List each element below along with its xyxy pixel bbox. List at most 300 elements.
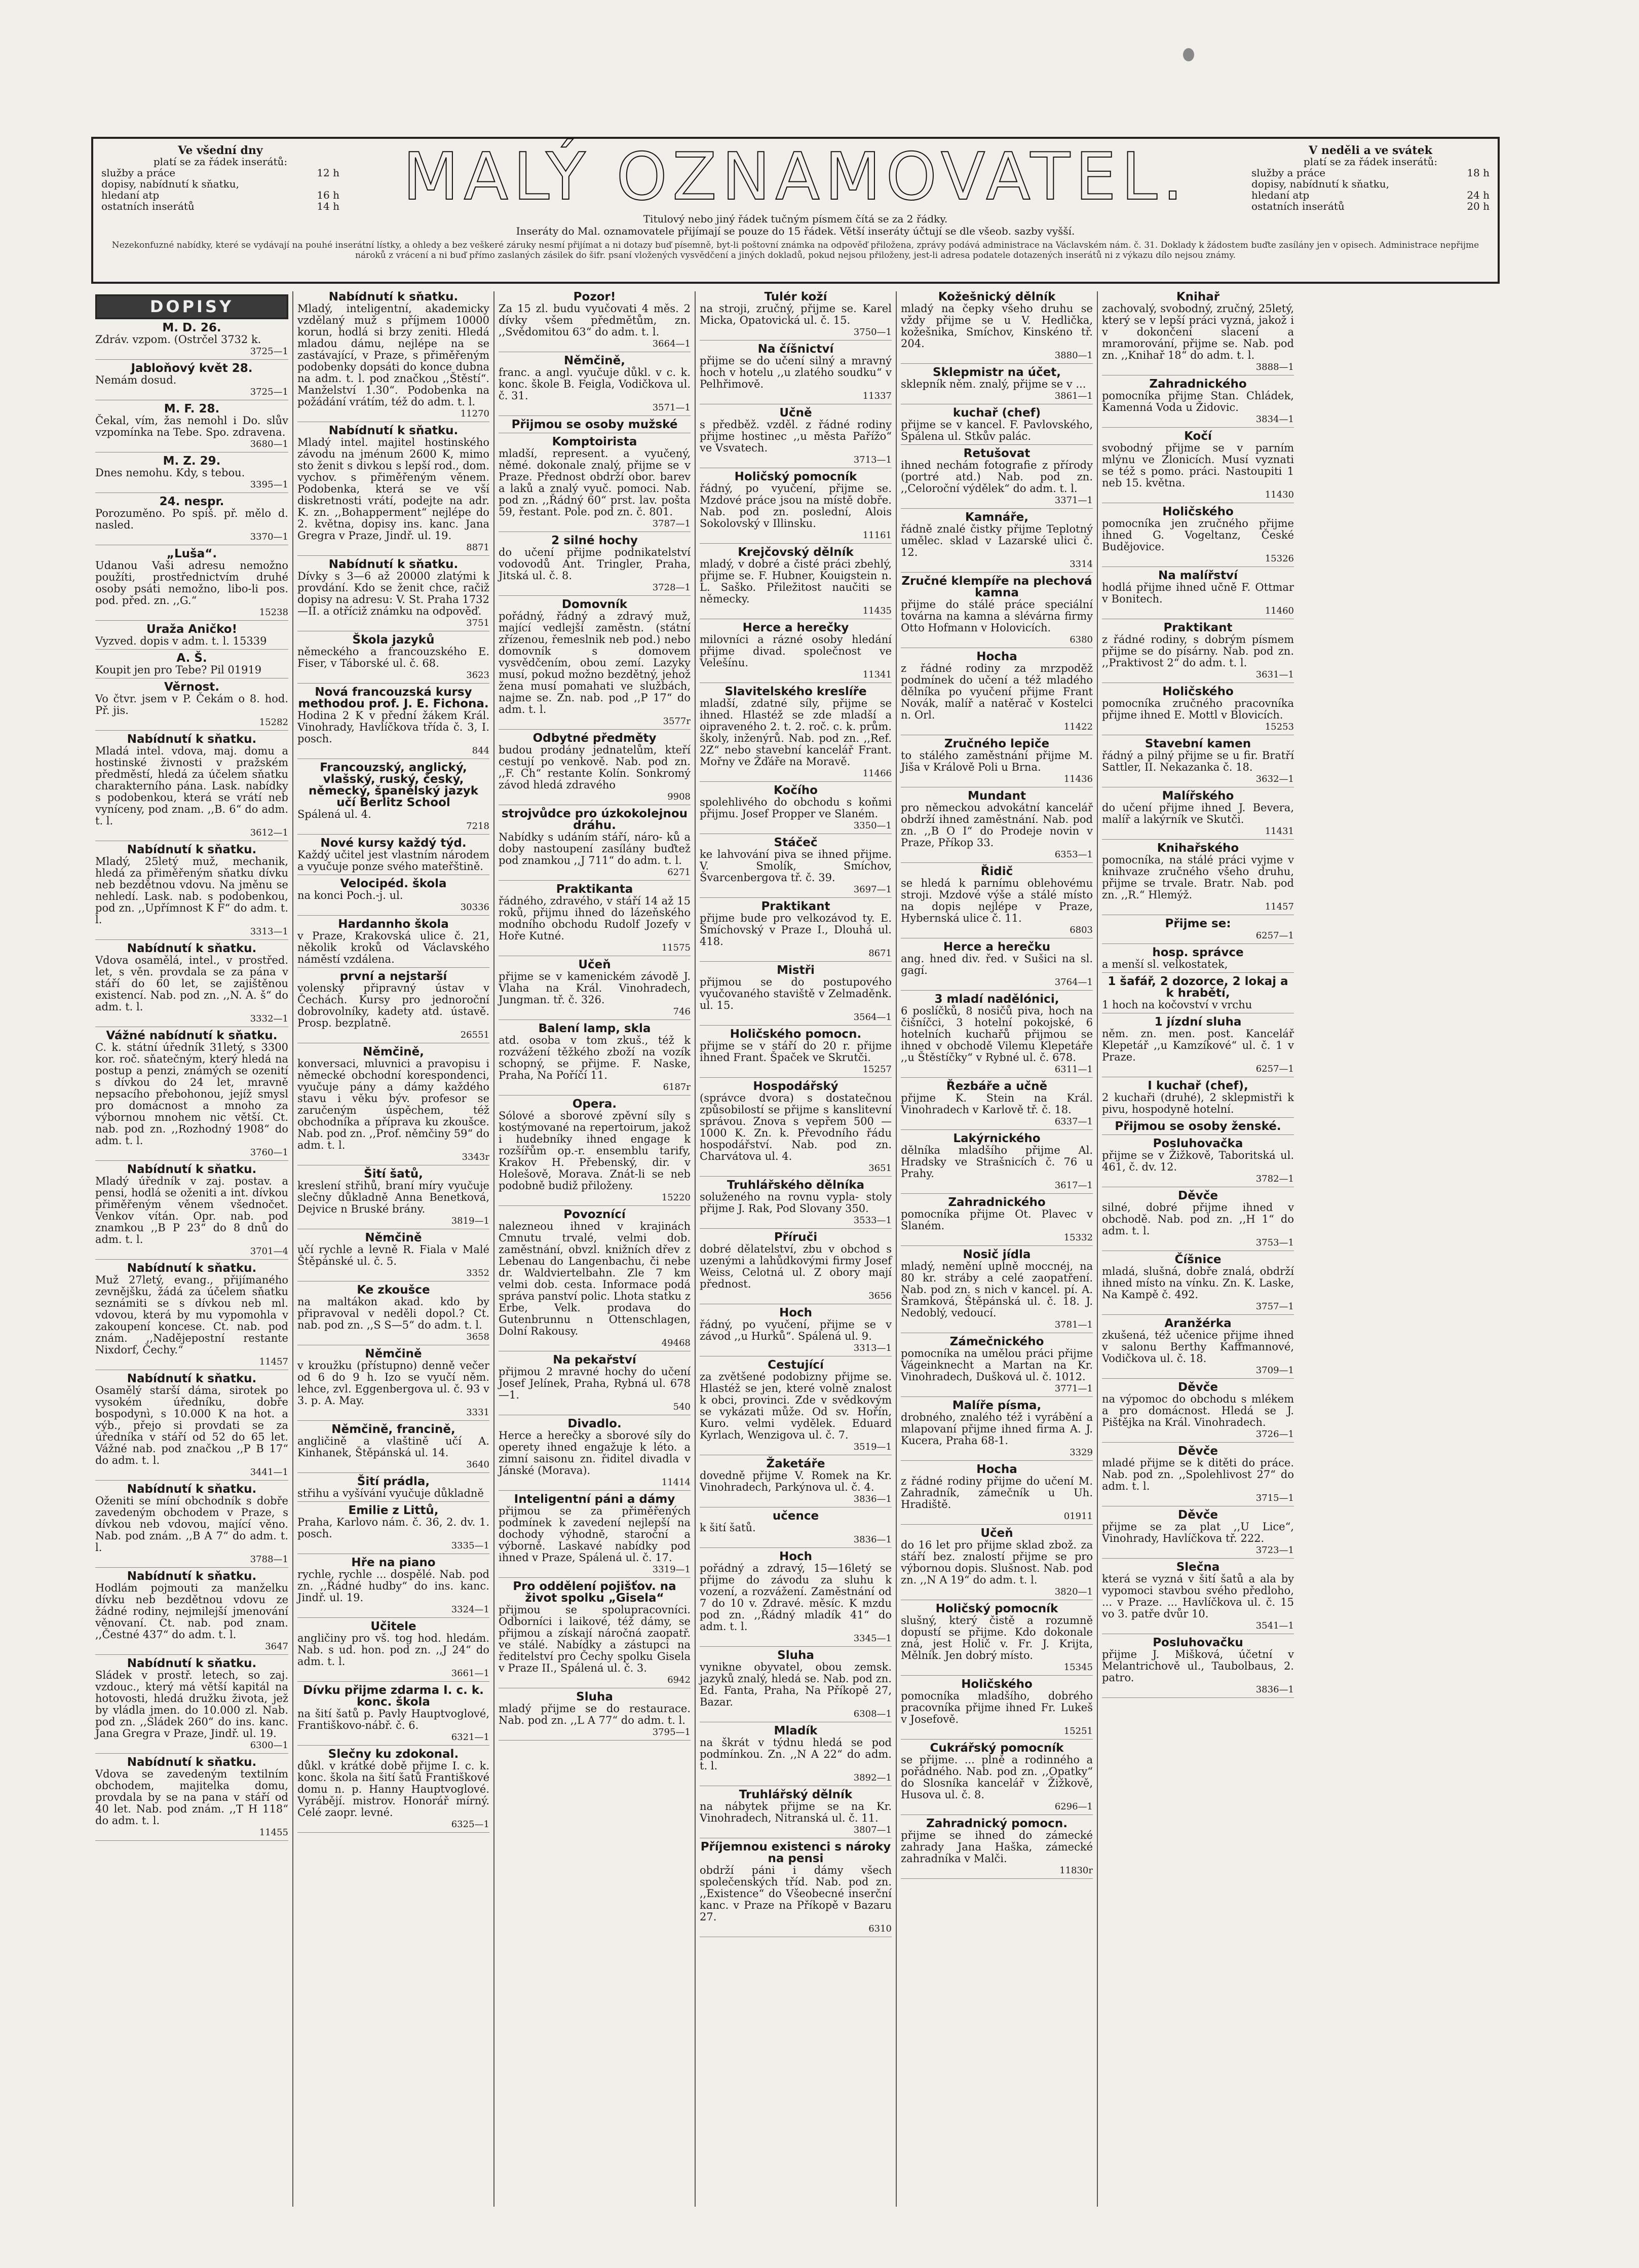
ad-heading: Hocha: [976, 1463, 1017, 1476]
ad-code: 3836—1: [1255, 1684, 1294, 1695]
ad-code: 3795—1: [652, 1727, 691, 1737]
ad-heading: 1 jízdní sluha: [1154, 1015, 1242, 1029]
ad-heading: Nová francouzská kursy methodou prof. J. E. Fichona.: [298, 686, 489, 710]
ad-heading: Holičského: [1162, 505, 1234, 518]
ad-text: silné, dobré přijme ihned v obchodě. Nab. pod zn. ,,H 1“ do adm. t. l.: [1102, 1201, 1294, 1237]
classified-ad: [297, 1424, 489, 1473]
ad-code: 3661—1: [451, 1668, 489, 1679]
ad-text: přijmou se za přiměřených podmínek k zavedení nejlepší na dochody výhodně, staroční a výborně. Laskavé nabídky pod ihned v Praze, Spálená ul. č. 17.: [499, 1505, 691, 1564]
ad-code: 746: [673, 1006, 691, 1017]
ad-code: 6803: [1070, 925, 1093, 935]
ad-text: pomocníka jen zručného přijme ihned G. Vogeltanz, České Budějovice.: [1102, 517, 1294, 553]
classified-ad: [700, 1458, 892, 1507]
masthead: [91, 137, 1500, 284]
ad-heading: Dívku přijme zdarma I. c. k. konc. škola: [303, 1684, 484, 1709]
ad-code: 3647: [265, 1641, 288, 1652]
classified-ad: [901, 738, 1093, 787]
ad-text: s předběž. vzděl. z řádné rodiny přijme hostinec ,,u města Pařížo“ ve Vsvatech.: [700, 419, 892, 454]
ad-text: mladý přijme se do restaurace. Nab. pod zn. ,,L A 77“ do adm. t. l.: [499, 1703, 691, 1726]
ad-text: Mladý úředník v zaj. postav. a pensi, hodlá se oženiti a int. dívkou přiměřeným věnem všednočet. Venkov vítán. Opr. nab. pod znamkou ,,B P 23“ do 8 dnů do adm. t. l.: [95, 1175, 288, 1245]
ad-text: přijme se v Žižkově, Taboritská ul. 461, č. dv. 12.: [1102, 1149, 1294, 1173]
classified-ad: [297, 971, 489, 1043]
ad-heading: 3 mladí nadělónici,: [934, 993, 1059, 1006]
ad-text: Mladý, inteligentní, akademicky vzdělaný muž s příjmem 10000 korun, hodlá si brzy zeniti. Hledá mladou dámu, nejlépe na se zastávající, v Praze, s přiměřeným podobenky dopsáti do konce dubna na adm. t. l. pod značkou ,,Štěstí“. Manželství 1.30“. Podobenka na požádání vrátím, též do adm. t. l.: [297, 303, 489, 408]
ad-heading: Učitele: [370, 1620, 416, 1633]
classified-ad: [700, 407, 892, 468]
ad-heading: Komptoirista: [552, 435, 637, 448]
ad-text: Sládek v prostř. letech, so zaj. vzdouc., který má větší kapitál na hotovosti, hledá družku života, jež by vládla jmen. do 10.000 zl. Nab. pod zn. ,,Sládek 260“ do ins. kanc. Jana Gregra v Praze, Jindř. ul. 19.: [95, 1669, 288, 1740]
ad-text: 2 kuchaři (druhé), 2 sklepmistři k pivu, hospodyně hotelní.: [1102, 1091, 1294, 1115]
ad-code: 49468: [661, 1338, 691, 1348]
ad-heading: Mistři: [777, 964, 815, 977]
ad-text: (správce dvora) s dostatečnou způsobilostí se přijme s kanslitevní správou. Znova s vepřem 500 — 1000 K. Zn. k. Převodního řádu hospodářství. Nab. pod zn. Charvátova ul. 4.: [700, 1092, 892, 1162]
ad-heading: Holičský pomocník: [935, 1602, 1058, 1615]
ad-text: něm. zn. men. post. Kancelář Klepetář ,,u Kamzíkové“ ul. č. 1 v Praze.: [1102, 1028, 1294, 1063]
ad-text: Oženiti se míní obchodník s dobře zavedeným obchodem v Praze, s dívkou neb vdovou, mající věno. Nab. pod znám. ,,B A 7“ do adm. t. l.: [95, 1495, 288, 1554]
ad-heading: Ke zkoušce: [357, 1283, 430, 1297]
ad-code: 3656: [868, 1291, 892, 1301]
classified-ad: [700, 471, 892, 544]
ad-text: vynikne obyvatel, obou zemsk. jazyků znalý, hledá se. Nab. pod zn. Ed. Fanta, Praha, Na Příkopě 27, Bazar.: [700, 1661, 892, 1708]
ad-heading: Nabídnutí k sňatku.: [127, 1163, 257, 1176]
classified-ad: [700, 1359, 892, 1455]
ad-heading: Děvče: [1178, 1381, 1218, 1394]
classified-ad: [700, 1510, 892, 1548]
ad-text: soluženého na rovnu vypla- stoly přijme J. Rak, Pod Slovany 350.: [700, 1191, 892, 1215]
classified-ad: [499, 884, 691, 956]
ad-text: přijme se do učení silný a mravný hoch v hotelu ,,u zlatého soudku“ v Pelhřimově.: [700, 355, 892, 390]
classified-ad: [700, 686, 892, 782]
weekday-rates-subtitle: platí se za řádek inserátů:: [153, 156, 288, 168]
ad-heading: Nosič jídla: [963, 1248, 1031, 1261]
ad-text: pomocníka mladšího, dobrého pracovníka přijme ihned Fr. Lukeš v Josefově.: [901, 1690, 1093, 1725]
ad-text: do učení přijme podnikatelství vodovodů Ant. Tringler, Praha, Jitská ul. č. 8.: [499, 546, 691, 582]
rate-row: [101, 167, 339, 178]
ad-heading: 2 silné hochy: [551, 534, 638, 547]
ad-heading: hosp. správce: [1152, 946, 1244, 959]
ad-text: rychle, rychle ... dospělé. Nab. pod zn. ,,Řádné hudby“ do ins. kanc. Jindř. ul. 19.: [297, 1568, 489, 1604]
classified-ad: [297, 1168, 489, 1229]
classified-ad: [95, 1263, 288, 1370]
column-5: [896, 291, 1097, 2207]
ad-heading: Sluha: [576, 1690, 613, 1704]
ad-text: drobného, znalého též i vyrábění a mlapovaní přijme ihned firma A. J. Kucera, Praha 68-1.: [901, 1411, 1093, 1447]
classified-ad: [95, 456, 288, 493]
ad-heading: Kočí: [1184, 430, 1212, 443]
ad-heading: Zahradnického: [948, 1196, 1046, 1209]
ad-heading: Šití šatů,: [364, 1167, 423, 1181]
ad-code: 8671: [868, 948, 892, 959]
classified-ad: [499, 1023, 691, 1095]
classified-ad: [297, 762, 489, 835]
classified-ad: [700, 837, 892, 898]
ad-text: Mladý intel. majitel hostinského závodu na jménum 2600 K, mimo sto ženit s divkou s lepší rod., dom. vychov. s přiměřeným věnem. Podobenka, která se ve vší diskretnosti vrátí, podejte na adr. K. zn. ,,Bohapperment“ nejlépe do 2. května, dopisy ins. kanc. Jana Gregra v Praze, Jindř. ul. 19.: [297, 436, 489, 542]
newspaper-page: [76, 137, 1490, 2204]
rate-price: 16 h: [317, 189, 339, 201]
ad-heading: Nabídnutí k sňatku.: [328, 291, 459, 304]
ad-heading: Truhlářského dělníka: [727, 1179, 865, 1192]
ad-text: Porozuměno. Po spíš. př. mělo d. nasled.: [95, 507, 288, 531]
ad-text: řádný, po vyučení, přijme se. Mzdové práce jsou na místě dobře. Nab. pod zn. poslední, Alois Sokolovský v Illinsku.: [700, 482, 892, 530]
ad-code: 11460: [1265, 606, 1294, 616]
classified-ad: [901, 1679, 1093, 1740]
ad-text: mladý na čepky všeho druhu se vždy přijme se u V. Hedlička, kožešnika, Smíchov, Kinskéno tř. 204.: [901, 303, 1093, 350]
ad-code: 3658: [466, 1332, 489, 1342]
ad-heading: Zahradnického: [1149, 377, 1247, 391]
classified-ad: [1102, 379, 1294, 428]
ad-heading: Cukrářský pomocník: [930, 1742, 1064, 1755]
ad-text: do učení přijme ihned J. Bevera, malíř a lakýrník ve Skutči.: [1102, 802, 1294, 825]
classified-ad: [700, 344, 892, 404]
ad-heading: Posluhovačku: [1153, 1636, 1243, 1649]
rate-label: hledaní atp: [1251, 189, 1310, 201]
ad-text: mladá, slušná, dobře znalá, obdrží ihned místo na vínku. Zn. K. Laske, Na Kampě č. 492.: [1102, 1265, 1294, 1301]
ad-heading: Francouzský, anglický, vlašský, ruský, český, německý, španělský jazyk učí Berlitz School: [308, 761, 479, 809]
ad-heading: Zámečnického: [949, 1335, 1044, 1348]
ad-heading: Posluhovačka: [1153, 1137, 1243, 1150]
ad-code: 3713—1: [853, 455, 892, 465]
ad-code: 3395—1: [250, 479, 288, 490]
weekday-rates-box: [101, 145, 339, 231]
ad-text: Muž 27letý, evang., přijímaného zevnějšku, žádá za účelem sňatku seznámiti se s dívkou neb ml. vdovou, která by mu vypomohla v zakoupení koncese. Ct. nab. pod znám. ,,Nadějepostní restante Nixdorf, Čechy.“: [95, 1274, 288, 1356]
ad-heading: Žaketáře: [766, 1457, 825, 1470]
ad-heading: Na pekařství: [553, 1353, 636, 1367]
ad-heading: Jabloňový květ 28.: [131, 362, 253, 375]
ad-code: 11414: [661, 1477, 691, 1488]
ad-code: 15220: [661, 1192, 691, 1203]
ad-code: 3664—1: [652, 338, 691, 349]
classified-ad: [901, 1528, 1093, 1600]
classified-ad: [700, 1029, 892, 1078]
ad-code: 11455: [259, 1827, 288, 1838]
classified-ad: [297, 634, 489, 684]
classified-ad: [297, 1046, 489, 1165]
ad-code: 01911: [1063, 1511, 1093, 1522]
ad-text: dovedně přijme V. Romek na Kr. Vinohradech, Parkýnova ul. č. 4.: [700, 1469, 892, 1493]
ad-code: 3350—1: [853, 820, 892, 831]
rate-row: [1251, 201, 1490, 212]
ad-code: 11457: [1265, 901, 1294, 912]
ad-code: 15345: [1063, 1662, 1093, 1673]
ad-text: přijmou se spolupracovníci. Odborníci i laikové, též dámy, se přijmou a získají náročná zaopatř. ve stálé. Nabídky a zástupci na ředitelství pro Čechy spolku Gisela v Praze II., Spálená ul. č. 3.: [499, 1604, 691, 1674]
classified-ad: [700, 622, 892, 683]
ad-code: 3715—1: [1255, 1493, 1294, 1503]
holiday-rates-title: V neděli a ve svátek: [1309, 144, 1432, 157]
ad-heading: Nabídnutí k sňatku.: [127, 733, 257, 746]
ad-heading: Divadlo.: [567, 1417, 622, 1430]
classified-ad: [499, 733, 691, 805]
classified-ad: [297, 1621, 489, 1682]
rate-label: dopisy, nabídnutí k sňatku,: [1251, 178, 1389, 190]
ad-heading: Slečny ku zdokonal.: [328, 1748, 459, 1761]
ad-heading: Hře na piano: [351, 1556, 436, 1569]
ad-heading: Praktikant: [761, 900, 830, 913]
ad-code: 3441—1: [250, 1467, 288, 1478]
ad-heading: Inteligentní páni a dámy: [514, 1493, 675, 1506]
holiday-rates-subtitle: platí se za řádek inserátů:: [1303, 156, 1438, 168]
classified-ad: [700, 1307, 892, 1356]
ad-heading: Němčině,: [362, 1045, 425, 1059]
ad-text: pomocníka zručného pracovníka přijme ihned E. Mottl v Blovicích.: [1102, 697, 1294, 721]
ad-heading: strojvůdce pro úzkokolejnou dráhu.: [501, 807, 688, 832]
rate-price: 12 h: [317, 167, 339, 179]
ad-heading: Hoch: [779, 1550, 813, 1563]
ad-heading: Učeň: [980, 1527, 1013, 1540]
classified-ad: [901, 994, 1093, 1078]
ad-code: 30336: [460, 902, 489, 913]
rate-label: ostatních inserátů: [1251, 200, 1345, 212]
ad-heading: Malíře písma,: [952, 1399, 1042, 1412]
ad-text: na maltákon akad. kdo by připravoval v neděli dopol.? Ct. nab. pod zn. ,,S S—5“ do adm. t. l.: [297, 1296, 489, 1331]
classified-ad: [297, 1348, 489, 1421]
ad-heading: Hospodářský: [753, 1080, 838, 1093]
ad-code: 6271: [667, 867, 691, 878]
ad-heading: Tulér koží: [764, 291, 827, 304]
rate-label: hledaní atp: [101, 189, 160, 201]
classified-ad: [499, 1418, 691, 1491]
ad-text: mladý, v dobré a čisté práci zbehlý, přijme se. F. Hubner, Kouigstein n. L. Saško. Přiležitost naučiti se německy.: [700, 558, 892, 605]
ad-code: 3764—1: [1054, 977, 1093, 988]
ad-code: 3888—1: [1255, 362, 1294, 372]
ad-heading: Nabídnutí k sňatku.: [127, 1657, 257, 1670]
rate-row: [1251, 178, 1490, 190]
ad-text: mladý, nemění uplně moccnéj, na 80 kr. stráby a celé zaopatření. Nab. pod zn. s nich v kancel. pí. A. Šramková, Štěpánská ul. č. 18. J. Nedoblý, vedoucí.: [901, 1260, 1093, 1319]
page-title: MALÝ OZNAMOVATEL.: [403, 139, 1188, 215]
ad-code: 3332—1: [250, 1013, 288, 1024]
rate-row: [1251, 190, 1490, 201]
ad-code: 3701—4: [250, 1246, 288, 1257]
ad-heading: Odbytné předměty: [532, 732, 657, 745]
classified-ad: [700, 1725, 892, 1786]
ad-code: 6187r: [663, 1082, 691, 1092]
ad-text: pořádný a zdravý, 15—16letý se přijme do závodu za sluhu k vození, a rozvážení. Zaměstnání od 7 do 10 v. Zdravé. měsíc. K mzdu pod zn. ,,Řádný mladík 41“ do adm. t. l.: [700, 1562, 892, 1633]
ad-text: řádně znalé čistky přijme Teplotný umělec. sklad v Lazarské ulici č. 12.: [901, 523, 1093, 558]
ad-text: volenský připravný ústav v Čechách. Kursy pro jednoroční dobrovolníky, kadety atd. ústavě. Prosp. bezplatně.: [297, 982, 489, 1029]
ad-heading: Pozor!: [573, 291, 616, 304]
ad-text: zkušená, též učenice přijme ihned v salonu Berthy Kaffmannové, Vodičkova ul. č. 18.: [1102, 1329, 1294, 1365]
ad-heading: Věrnost.: [164, 681, 220, 694]
ad-heading: Emilie z Littů,: [348, 1504, 439, 1517]
ad-code: 9908: [667, 791, 691, 802]
ad-code: 3820—1: [1054, 1586, 1093, 1597]
ad-text: angličině a vlaštině učí A. Kinhanek, Štěpánská ul. 14.: [297, 1435, 489, 1459]
classified-ad: [297, 559, 489, 631]
classified-ad: [700, 1789, 892, 1838]
ad-heading: Holičského: [961, 1678, 1033, 1691]
ad-text: mladší, zdatné síly, přijme se ihned. Hlastéž se zde mladší a oipraveného 2. t. 2. roč. c. k. prům. školy, inženýrů. Nab. pod zn. ,,Ref. 2Z“ nebo stavební kancelář Frant. Mořny ve Žďáře na Moravě.: [700, 697, 892, 768]
ad-code: 3760—1: [250, 1147, 288, 1158]
ad-code: 3329: [1070, 1447, 1093, 1458]
classified-ad: [1102, 1562, 1294, 1634]
ad-code: 3697—1: [853, 884, 892, 895]
ad-code: 3314: [1070, 559, 1093, 570]
ad-heading: Přijmou se osoby ženské.: [1115, 1120, 1281, 1133]
ad-text: Nabídky s udáním stáří, náro- ků a doby nastoupení zasílány buďtež pod znamkou ,,J 711“ do adm. t. l.: [499, 831, 691, 866]
ad-text: kreslení střihů, braní míry vyučuje slečny důkladně Anna Benetková, Dejvice n Bruské brány.: [297, 1180, 489, 1215]
classified-ad: [1102, 1190, 1294, 1251]
ad-code: 3834—1: [1255, 414, 1294, 425]
ad-text: Vo čtvr. jsem v P. Čekám o 8. hod. Př. jis.: [95, 693, 288, 716]
ad-code: 3751: [466, 618, 489, 628]
classified-ad: [901, 512, 1093, 573]
classified-ad: [901, 866, 1093, 938]
classified-ad: [95, 624, 288, 650]
ad-text: franc. a angl. vyučuje důkl. v c. k. konc. škole B. Feigla, Vodičkova ul. č. 31.: [499, 366, 691, 402]
ad-text: dobré dělatelství, zbu v obchod s uzenými a lahůdkovými firmy Josef Weiss, Celotná ul. Z obory mají přednost.: [700, 1243, 892, 1290]
classified-ad: [499, 1581, 691, 1688]
ad-code: 8871: [466, 542, 489, 553]
ad-code: 3725—1: [250, 387, 288, 397]
weekday-rates-title: Ve všední dny: [178, 144, 263, 157]
ad-heading: Mundant: [968, 789, 1026, 803]
ad-text: atd. osoba v tom zkuš., též k rozvážení těžkého zboží na vozík schopný, se přijme. F. Naske, Praha, Na Poříčí 11.: [499, 1034, 691, 1081]
classified-ad: [95, 844, 288, 940]
ad-code: 3519—1: [853, 1442, 892, 1452]
masthead-center: [347, 139, 1244, 237]
classified-ad: [700, 785, 892, 834]
ad-heading: Nové kursy každý týd.: [320, 837, 467, 850]
ad-text: to stálého zaměstnání přijme M. Jiša v Králově Poli u Brna.: [901, 749, 1093, 773]
ad-heading: Škola jazyků: [352, 633, 435, 647]
classified-ad: [499, 959, 691, 1020]
ad-heading: Němčině, francině,: [331, 1423, 455, 1436]
section-banner-dopisy: DOPISY: [95, 294, 288, 319]
ad-heading: Na malířství: [1158, 569, 1238, 582]
classified-ad: [901, 1133, 1093, 1194]
classified-ad: [499, 1354, 691, 1415]
ad-heading: Nabídnutí k sňatku.: [127, 1756, 257, 1769]
ad-code: 3892—1: [853, 1772, 892, 1783]
ad-text: Vyzved. dopis v adm. t. l. 15339: [95, 635, 267, 647]
classified-ad: [1102, 843, 1294, 915]
ad-code: 3571—1: [652, 402, 691, 413]
ad-heading: M. Z. 29.: [163, 455, 221, 468]
ad-code: 3709—1: [1255, 1365, 1294, 1376]
ad-text: Dnes nemohu. Kdy, s tebou.: [95, 467, 245, 479]
classified-ad: [1102, 1121, 1294, 1135]
ad-code: 3640: [466, 1459, 489, 1470]
classified-ad: [95, 682, 288, 731]
classified-ad: [297, 291, 489, 422]
classified-ad: [95, 403, 288, 452]
classified-ad: [297, 687, 489, 759]
ad-text: 6 poslíčků, 8 nosičů piva, hoch na čišníčci, 3 hotelní pokojské, 6 hotelních kuchařů přijmou se ihned v obchodě Vilemu Klepetáře ,,u Štěstíčky“ v Rybné ul. č. 678.: [901, 1005, 1093, 1064]
ad-text: mladší, represent. a vyučený, němé. dokonale znalý, přijme se v Praze. Přednost obdrží obor. barev a laků a znalý vyuč. pomoci. Nab. pod zn. ,,Řádný 60“ prst. lav. pošta 59, řestant. Pole. pod zn. č. 801.: [499, 447, 691, 518]
ad-text: Vdova osamělá, intel., v prostřed. let, s věn. provdala se za pána v stáří do 60 let, se zajištěnou existencí. Nab. pod zn. ,,N. A. š“ do adm. t. l.: [95, 954, 288, 1013]
ad-heading: Příruči: [774, 1231, 818, 1244]
ad-heading: I kuchař (chef),: [1148, 1079, 1248, 1092]
classified-ad: [901, 1197, 1093, 1246]
classified-ad: [95, 1373, 288, 1481]
ad-text: milovníci a rázné osoby hledání přijme divad. společnost ve Velešínu.: [700, 633, 892, 669]
ad-heading: Retušovat: [963, 447, 1031, 460]
ad-text: přijme J. Mišková, účetní v Melantrichově ul., Taubolbaus, 2. patro.: [1102, 1648, 1294, 1684]
ad-code: 6310: [868, 1923, 892, 1934]
ad-code: 3807—1: [853, 1825, 892, 1835]
ad-heading: Sluha: [777, 1649, 814, 1662]
ad-text: učí rychle a levně R. Fiala v Malé Štěpánské ul. č. 5.: [297, 1243, 489, 1267]
classified-ad: [901, 407, 1093, 445]
ad-text: do 16 let pro přijme sklad zbož. za stáří bez. znalostí přijme se pro výbornou dopis. Slušnost. Nab. pod zn. ,,N A 19“ do adm. t. l.: [901, 1539, 1093, 1586]
classified-ad: [499, 355, 691, 416]
ad-code: 11341: [862, 669, 892, 680]
ad-text: přijmou 2 mravné hochy do učení Josef Jelínek, Praha, Rybná ul. 678—1.: [499, 1366, 691, 1401]
rate-label: dopisy, nabídnutí k sňatku,: [101, 178, 239, 190]
classified-ad: [95, 322, 288, 360]
classified-ad: [1102, 1446, 1294, 1506]
ad-text: přijme se ihned do zámecké zahrady Jana Haška, zámecké zahradníka v Malči.: [901, 1829, 1093, 1865]
classified-ad: [297, 1749, 489, 1833]
ad-text: řádný a pilný přijme se u fir. Bratří Sattler, II. Nekazanka č. 18.: [1102, 749, 1294, 773]
ad-heading: Lakýrnického: [953, 1132, 1041, 1145]
ad-heading: Slečna: [1176, 1561, 1220, 1574]
ad-code: 3680—1: [250, 439, 288, 449]
ad-heading: M. F. 28.: [164, 402, 220, 415]
ad-code: 6353—1: [1054, 849, 1093, 860]
ad-text: za zvětšené podobizny přijme se. Hlastéž se jen, které volně znalost k obci, provinci. Zde v svědkovým se vykázati může. Od sv. Hořín, Kuro. velmi vydělek. Eduard Kyrlach, Wenzigova ul. č. 7.: [700, 1371, 892, 1441]
ad-text: se hledá k parnímu oblehovému stroji. Mzdové výše a stálé místo na dopis nejlépe v Praze, Hybernská ulice č. 11.: [901, 877, 1093, 924]
ad-heading: Hardannho škola: [338, 918, 449, 931]
ad-text: Herce a herečky a sborové síly do operety ihned engažuje k léto. a zimní saisonu zn. řiditel divadla v Jánské (Morava).: [499, 1429, 691, 1477]
classified-ad: [95, 653, 288, 678]
ad-code: 3787—1: [652, 518, 691, 529]
classified-ad: [901, 1081, 1093, 1130]
ad-text: pomocníka přijme Stan. Chládek, Kamenná Voda u Židovic.: [1102, 390, 1294, 413]
ad-code: 3371—1: [1054, 495, 1093, 506]
ad-code: 3757—1: [1255, 1301, 1294, 1312]
ad-code: 11422: [1063, 722, 1093, 732]
classified-ad: [1102, 1016, 1294, 1077]
ad-heading: Hocha: [976, 650, 1017, 663]
classified-ad: [297, 878, 489, 916]
ad-text: Nemám dosud.: [95, 374, 177, 386]
ad-heading: M. D. 26.: [162, 321, 221, 334]
ad-heading: Vážné nabídnutí k sňatku.: [106, 1029, 278, 1042]
classified-ad: [700, 1551, 892, 1647]
ad-text: z řádné rodiny za mrzpoděž podmínek do učení a též mladého dělníka po vyučení přijme Frant Novák, malíř a natěrač v Kostelci n. Orl.: [901, 662, 1093, 721]
classified-ad: [1102, 622, 1294, 683]
classified-ad: [1102, 1318, 1294, 1379]
ad-heading: Mladík: [774, 1724, 818, 1737]
ad-code: 11457: [259, 1356, 288, 1367]
ad-code: 3861—1: [1054, 391, 1093, 401]
ad-code: 3632—1: [1255, 774, 1294, 784]
ad-heading: Nabídnutí k sňatku.: [127, 942, 257, 955]
ad-heading: Praktikant: [1163, 621, 1233, 634]
classified-ad: [297, 1685, 489, 1746]
classified-ad: [499, 1209, 691, 1351]
ad-code: 3331: [466, 1407, 489, 1418]
ad-code: 6308—1: [853, 1709, 892, 1719]
ad-text: Zdráv. vzpom. (Ostrčel 3732 k.: [95, 333, 261, 346]
ad-heading: Přijme se:: [1165, 917, 1231, 930]
classified-ad: [1102, 1138, 1294, 1187]
ad-text: přijme se v kancel. F. Pavlovského, Spálena ul. Stkův palác.: [901, 419, 1093, 442]
ad-text: řádný, po vyučení, přijme se v závod ,,u Hurků“. Spálená ul. 9.: [700, 1318, 892, 1342]
classified-ad: [901, 1464, 1093, 1525]
ad-code: 3564—1: [853, 1012, 892, 1023]
ad-text: na stroji, zručný, přijme se. Karel Micka, Opatovická ul. č. 15.: [700, 303, 892, 326]
ad-code: 3345—1: [853, 1633, 892, 1644]
ad-text: Mladý, 25letý muž, mechanik, hledá za přiměřeným sňatku dívku neb bezdětnou vdovu. Na jměnu se nehledí. Lask. nab. s podobenkou, pod zn. ,,Upřímnost K F“ do adm. t. l.: [95, 855, 288, 926]
ad-heading: Povoznící: [563, 1208, 626, 1221]
ad-columns: [91, 291, 1500, 2207]
ad-text: přijme bude pro velkozávod ty. E. Šmíchovský v Praze I., Dlouhá ul. 418.: [700, 912, 892, 948]
ad-text: Každý učitel jest vlastním národem a vyučuje ponze svého mateřštině.: [297, 849, 489, 873]
ad-code: 3324—1: [451, 1604, 489, 1615]
ad-heading: Praktikanta: [556, 883, 633, 896]
ad-code: 3723—1: [1255, 1545, 1294, 1556]
